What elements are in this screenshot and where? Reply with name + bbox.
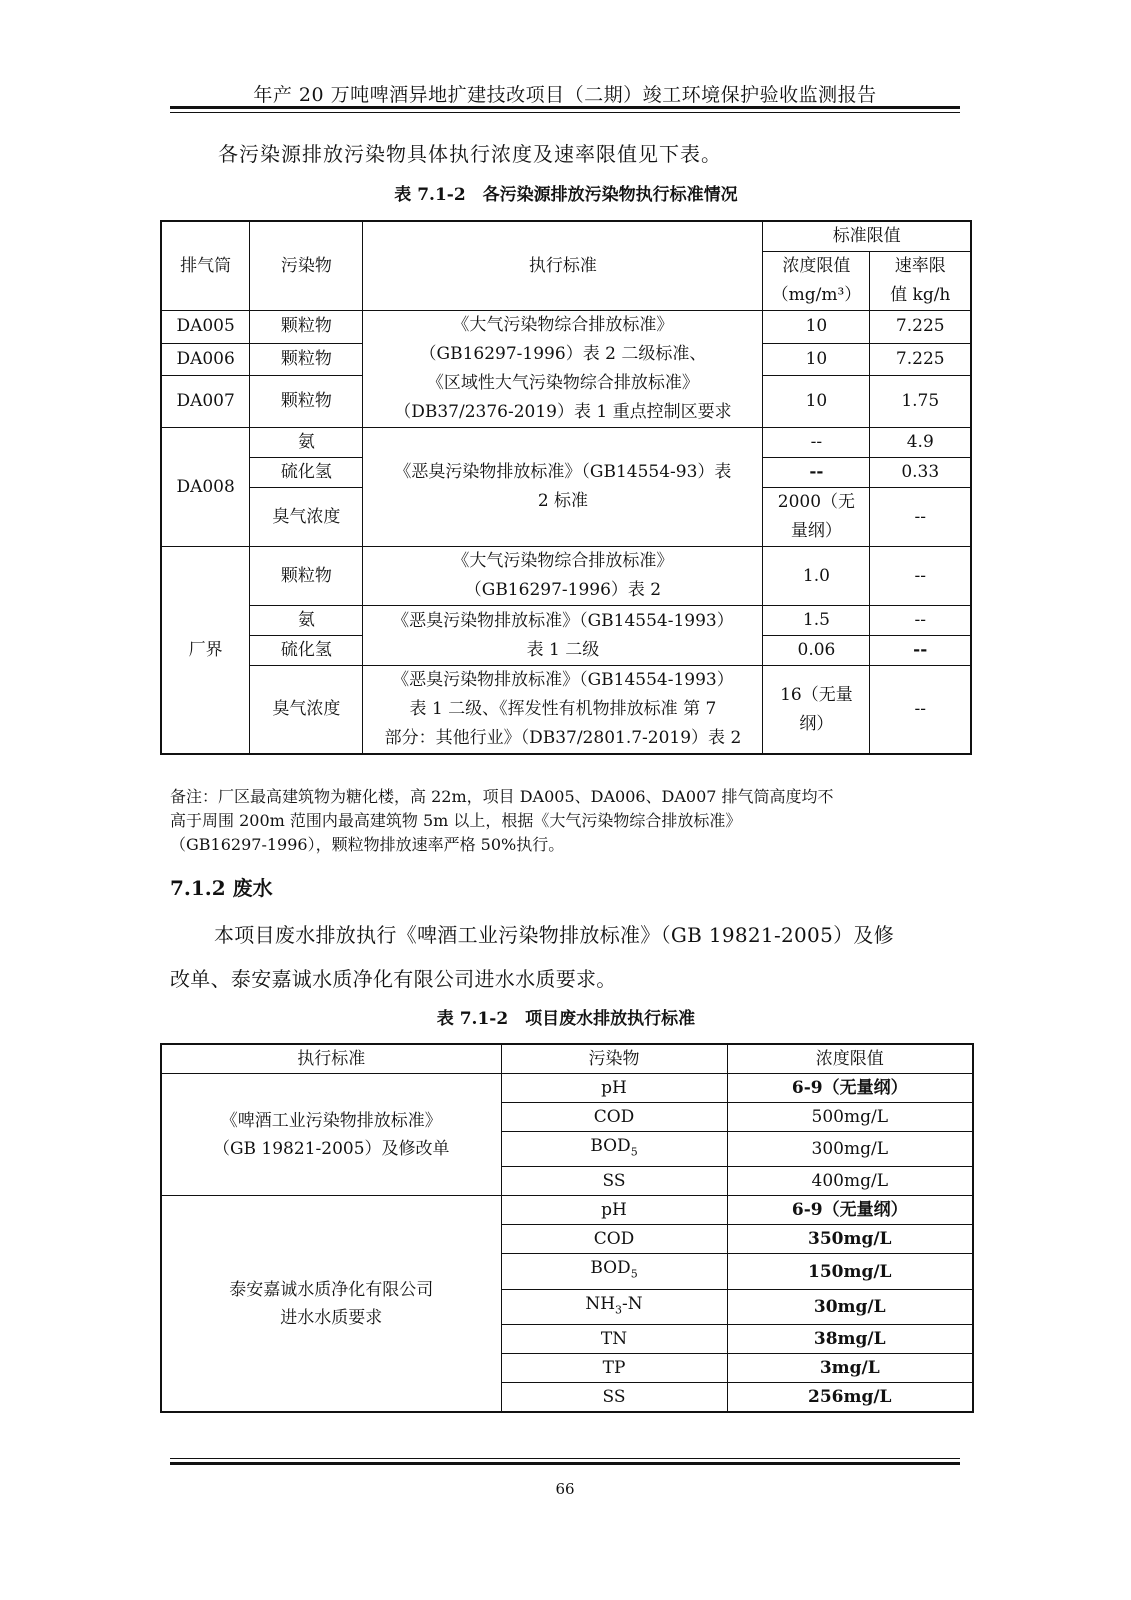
pollutant-cell: SS: [501, 1383, 727, 1413]
limit-cell: 6-9（无量纲）: [727, 1074, 973, 1103]
pollutant-cell: 颗粒物: [250, 547, 363, 606]
paragraph-line: 本项目废水排放执行《啤酒工业污染物排放标准》（GB 19821-2005）及修: [214, 923, 895, 947]
table-row: [161, 666, 971, 755]
concentration-cell: 10: [763, 376, 870, 428]
wastewater-paragraph: [170, 913, 970, 1001]
limit-cell: 300mg/L: [727, 1132, 973, 1167]
concentration-cell: 10: [763, 343, 870, 376]
pollutant-cell: 臭气浓度: [250, 488, 363, 547]
limit-cell: 256mg/L: [727, 1383, 973, 1413]
limit-cell: 500mg/L: [727, 1103, 973, 1132]
pollutant-cell: 颗粒物: [250, 376, 363, 428]
rate-cell: --: [870, 547, 971, 606]
header-standard: 执行标准: [363, 221, 763, 311]
note-line: （GB16297-1996），颗粒物排放速率严格 50%执行。: [170, 835, 565, 854]
section-heading: 7.1.2 废水: [170, 876, 273, 900]
footer-rule-thin: [170, 1458, 960, 1459]
table-row: [161, 428, 971, 458]
rate-cell: 1.75: [870, 376, 971, 428]
table2-header-row: [161, 1044, 973, 1074]
concentration-cell: 1.5: [763, 606, 870, 636]
note-line: 备注：厂区最高建筑物为糖化楼，高 22m，项目 DA005、DA006、DA007 排气筒高度均不: [170, 787, 834, 806]
table-row: [161, 1074, 973, 1103]
concentration-cell: 0.06: [763, 636, 870, 666]
rate-cell: --: [870, 666, 971, 755]
header-outlet: 排气筒: [161, 221, 250, 311]
intro-text: 各污染源排放污染物具体执行浓度及速率限值见下表。: [218, 142, 722, 166]
pollutant-cell: pH: [501, 1196, 727, 1225]
footer-rule-thick: [170, 1462, 960, 1465]
concentration-cell: 2000（无 量纲）: [763, 488, 870, 547]
page-header-title: 年产 20 万吨啤酒异地扩建技改项目（二期）竣工环境保护验收监测报告: [253, 84, 877, 106]
outlet-cell: DA005: [161, 311, 250, 344]
pollutant-cell: 氨: [250, 428, 363, 458]
rate-cell: 7.225: [870, 343, 971, 376]
pollutant-cell: 颗粒物: [250, 343, 363, 376]
rate-cell: 7.225: [870, 311, 971, 344]
limit-cell: 150mg/L: [727, 1254, 973, 1289]
pollutant-cell: 硫化氢: [250, 636, 363, 666]
table-row: [161, 606, 971, 636]
pollutant-cell: TN: [501, 1325, 727, 1354]
limit-cell: 30mg/L: [727, 1289, 973, 1324]
standard-cell: 《恶臭污染物排放标准》（GB14554-1993） 表 1 二级、《挥发性有机物排放标准 第 7 部分：其他行业》（DB37/2801.7-2019）表 2: [363, 666, 763, 755]
pollutant-cell: COD: [501, 1103, 727, 1132]
rate-cell: --: [870, 636, 971, 666]
standard-cell: 《大气污染物综合排放标准》 （GB16297-1996）表 2: [363, 547, 763, 606]
header-rate: 速率限 值 kg/h: [870, 252, 971, 311]
limit-cell: 350mg/L: [727, 1225, 973, 1254]
header-concentration: 浓度限值 （mg/m³）: [763, 252, 870, 311]
header-standard: 执行标准: [161, 1044, 501, 1074]
pollutant-cell: $BOD_5$: [501, 1254, 727, 1289]
table1-header-row: [161, 221, 971, 252]
concentration-cell: 1.0: [763, 547, 870, 606]
pollutant-cell: 臭气浓度: [250, 666, 363, 755]
pollutant-cell: $BOD_5$: [501, 1132, 727, 1167]
header-pollutant: 污染物: [250, 221, 363, 311]
pollutant-cell: SS: [501, 1167, 727, 1196]
emission-standards-table: [160, 220, 972, 755]
outlet-cell: DA008: [161, 428, 250, 547]
limit-cell: 6-9（无量纲）: [727, 1196, 973, 1225]
table-row: [161, 547, 971, 606]
standard-cell: 《恶臭污染物排放标准》（GB14554-1993） 表 1 二级: [363, 606, 763, 666]
header-limit: 浓度限值: [727, 1044, 973, 1074]
table-row: [161, 1196, 973, 1225]
limit-cell: 3mg/L: [727, 1354, 973, 1383]
standard-cell: 泰安嘉诚水质净化有限公司 进水水质要求: [161, 1196, 501, 1412]
standard-cell: 《啤酒工业污染物排放标准》 （GB 19821-2005）及修改单: [161, 1074, 501, 1196]
pollutant-cell: pH: [501, 1074, 727, 1103]
header-rule-thick: [170, 106, 960, 109]
limit-cell: 38mg/L: [727, 1325, 973, 1354]
outlet-cell: DA007: [161, 376, 250, 428]
page-number: 66: [555, 1480, 575, 1498]
limit-cell: 400mg/L: [727, 1167, 973, 1196]
rate-cell: 4.9: [870, 428, 971, 458]
concentration-cell: 16（无量 纲）: [763, 666, 870, 755]
table1-caption: 表 7.1-2 各污染源排放污染物执行标准情况: [394, 185, 738, 205]
table-note: [170, 785, 970, 857]
rate-cell: 0.33: [870, 458, 971, 488]
pollutant-cell: $NH_3-N$: [501, 1289, 727, 1324]
pollutant-cell: COD: [501, 1225, 727, 1254]
concentration-cell: --: [763, 458, 870, 488]
pollutant-cell: 氨: [250, 606, 363, 636]
concentration-cell: --: [763, 428, 870, 458]
rate-cell: --: [870, 606, 971, 636]
pollutant-cell: 硫化氢: [250, 458, 363, 488]
concentration-cell: 10: [763, 311, 870, 344]
paragraph-line: 改单、泰安嘉诚水质净化有限公司进水水质要求。: [170, 967, 617, 991]
outlet-cell: 厂界: [161, 547, 250, 755]
header-pollutant: 污染物: [501, 1044, 727, 1074]
outlet-cell: DA006: [161, 343, 250, 376]
wastewater-standards-table: [160, 1043, 974, 1413]
header-rule-thin: [170, 112, 960, 113]
pollutant-cell: TP: [501, 1354, 727, 1383]
standard-cell: 《大气污染物综合排放标准》 （GB16297-1996）表 2 二级标准、 《区域性大气污染物综合排放标准》 （DB37/2376-2019）表 1 重点控制区要求: [363, 311, 763, 428]
rate-cell: --: [870, 488, 971, 547]
note-line: 高于周围 200m 范围内最高建筑物 5m 以上，根据《大气污染物综合排放标准》: [170, 811, 742, 830]
table2-caption: 表 7.1-2 项目废水排放执行标准: [436, 1009, 696, 1029]
pollutant-cell: 颗粒物: [250, 311, 363, 344]
table-row: [161, 311, 971, 344]
header-limits: 标准限值: [763, 221, 971, 252]
standard-cell: 《恶臭污染物排放标准》（GB14554-93）表 2 标准: [363, 428, 763, 547]
